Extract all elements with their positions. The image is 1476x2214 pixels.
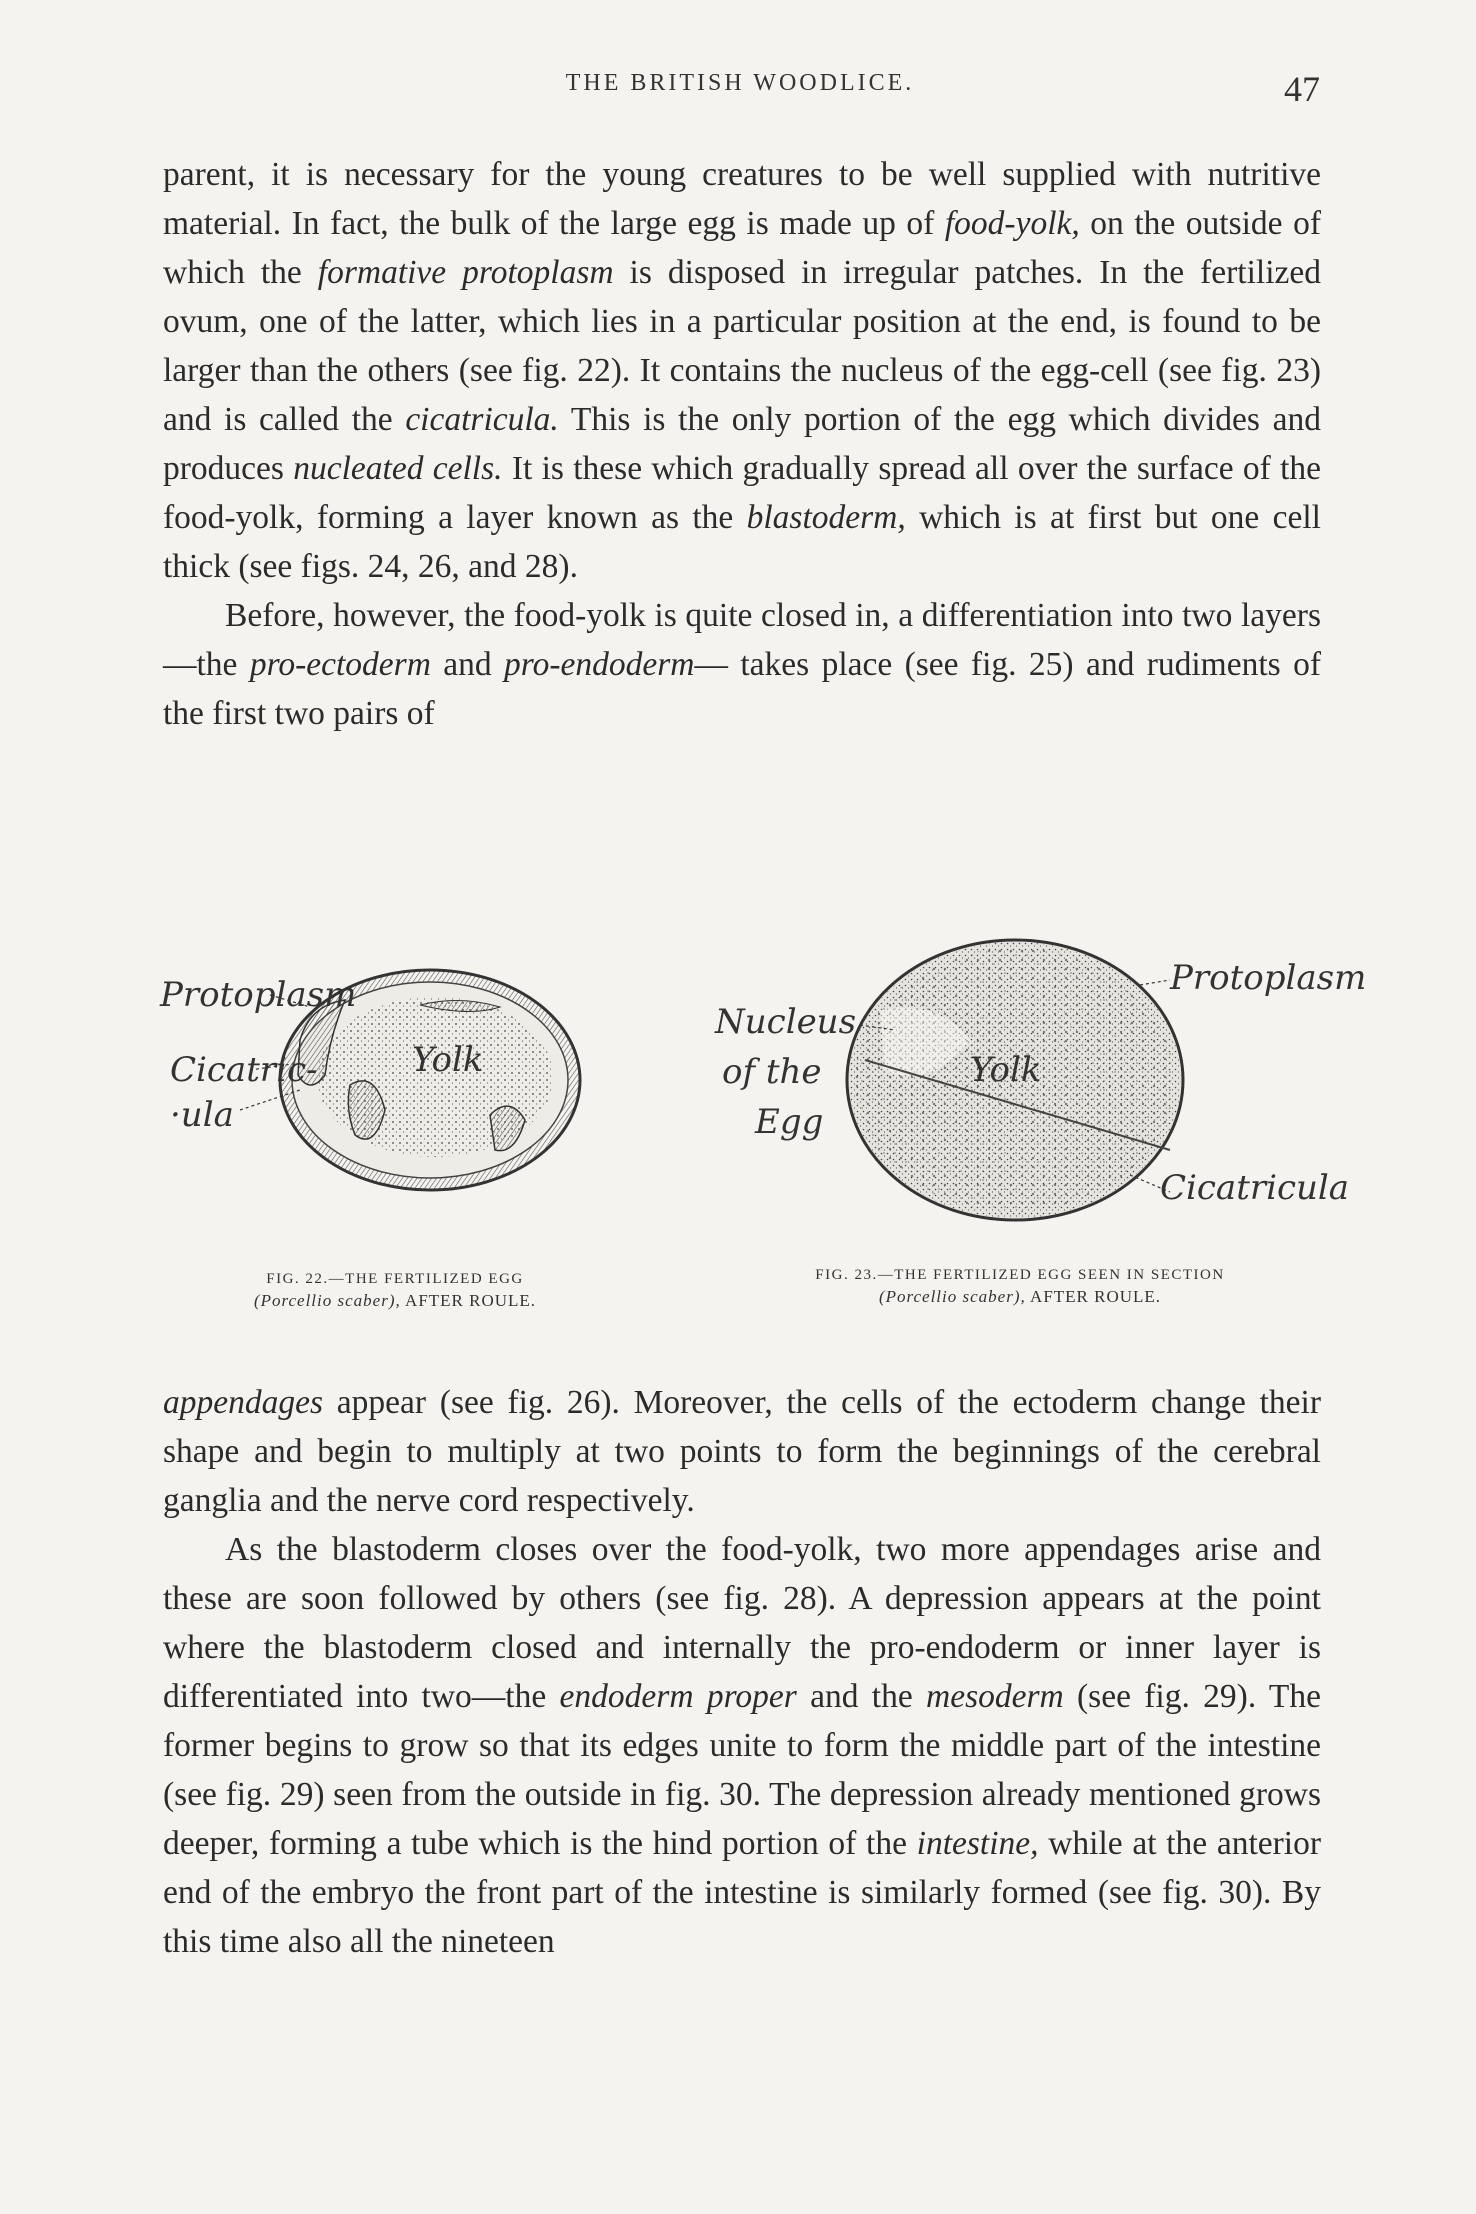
italic-term: pro-endoderm: [504, 646, 695, 683]
label-protoplasm: Protoplasm: [1170, 958, 1367, 998]
label-protoplasm: Protoplasm: [160, 975, 357, 1015]
caption-title: FIG. 22.—THE FERTILIZED EGG: [266, 1271, 524, 1287]
italic-term: blastoderm,: [746, 499, 906, 536]
label-egg: Egg: [755, 1102, 824, 1142]
text-run: parent, it is necessary for the young creatures to be well supplied with nutritive material. In fact, the bulk of the large egg is made up of: [163, 156, 1321, 242]
text-run: — takes place (see fig. 25) and rudiments of the first two pairs of: [163, 646, 1321, 732]
caption-source: (Porcellio scaber), AFTER ROULE.: [878, 1287, 1162, 1306]
text-run: Before, however, the food-yolk is quite closed in, a differentiation into two layers—the: [163, 597, 1321, 683]
text-run: As the blastoderm closes over the food-yolk, two more appendages arise and these are soon followed by others (see fig. 28). A depression appears at the point where the blastoderm closed and internally the pro-endoderm or inner layer is differentiated into two—the: [163, 1531, 1321, 1715]
italic-term: cicatricula.: [405, 401, 559, 438]
italic-term: nucleated cells.: [293, 450, 503, 487]
italic-term: mesoderm: [926, 1678, 1064, 1715]
text-run: appear (see fig. 26). Moreover, the cells of the ectoderm change their shape and begin to multiply at two points to form the beginnings of the cerebral ganglia and the nerve cord respectively.: [163, 1384, 1321, 1519]
label-cicatricula-part2: ·ula: [170, 1095, 234, 1135]
label-nucleus: Nucleus: [715, 1002, 857, 1042]
italic-term: formative protoplasm: [317, 254, 614, 291]
caption-title: FIG. 23.—THE FERTILIZED EGG SEEN IN SECTION: [815, 1267, 1225, 1283]
paragraph: [163, 1378, 1321, 1525]
page-header: [160, 62, 1320, 122]
italic-term: food-yolk,: [944, 205, 1080, 242]
text-run: This is the only portion of the egg which divides and produces: [163, 401, 1321, 487]
figure-22-caption: [170, 1268, 620, 1312]
text-run: It is these which gradually spread all over the surface of the food-yolk, forming a layer known as the: [163, 450, 1321, 536]
body-text-top: [163, 150, 1321, 738]
caption-source: (Porcellio scaber), AFTER ROULE.: [253, 1291, 537, 1310]
label-of-the: of the: [722, 1052, 822, 1092]
label-cicatricula-part1: Cicatric-: [170, 1050, 318, 1090]
label-cicatricula: Cicatricula: [1160, 1168, 1350, 1208]
running-title: THE BRITISH WOODLICE.: [565, 70, 915, 96]
label-yolk: Yolk: [970, 1050, 1042, 1090]
page-number: 47: [1284, 69, 1320, 109]
text-run: is disposed in irregular patches. In the fertilized ovum, one of the latter, which lies in a particular position at the end, is found to be larger than the others (see fig. 22). It contains the nucleus of the egg-cell (see fig. 23) and is called the: [163, 254, 1322, 438]
figure-23-caption: [700, 1264, 1340, 1308]
text-run: and: [430, 646, 505, 683]
paragraph: [163, 591, 1321, 738]
text-run: and the: [796, 1678, 927, 1715]
paragraph: [163, 1525, 1321, 1966]
text-run: while at the anterior end of the embryo the front part of the intestine is similarly formed (see fig. 30). By this time also all the nineteen: [163, 1825, 1321, 1960]
paragraph: [163, 150, 1321, 591]
label-yolk: Yolk: [412, 1040, 484, 1080]
text-run: which is at first but one cell thick (see figs. 24, 26, and 28).: [163, 499, 1321, 585]
text-run: on the outside of which the: [163, 205, 1321, 291]
italic-term: endoderm proper: [559, 1678, 797, 1715]
body-text-bottom: [163, 1378, 1321, 1966]
italic-term: appendages: [163, 1384, 324, 1421]
text-run: (see fig. 29). The former begins to grow so that its edges unite to form the middle part of the intestine (see fig. 29) seen from the outside in fig. 30. The depression already mentioned grows deeper, forming a tube which is the hind portion of the: [163, 1678, 1321, 1862]
italic-term: intestine,: [916, 1825, 1039, 1862]
italic-term: pro-ectoderm: [249, 646, 431, 683]
figure-22: [160, 945, 620, 1245]
figure-23: [700, 930, 1367, 1250]
